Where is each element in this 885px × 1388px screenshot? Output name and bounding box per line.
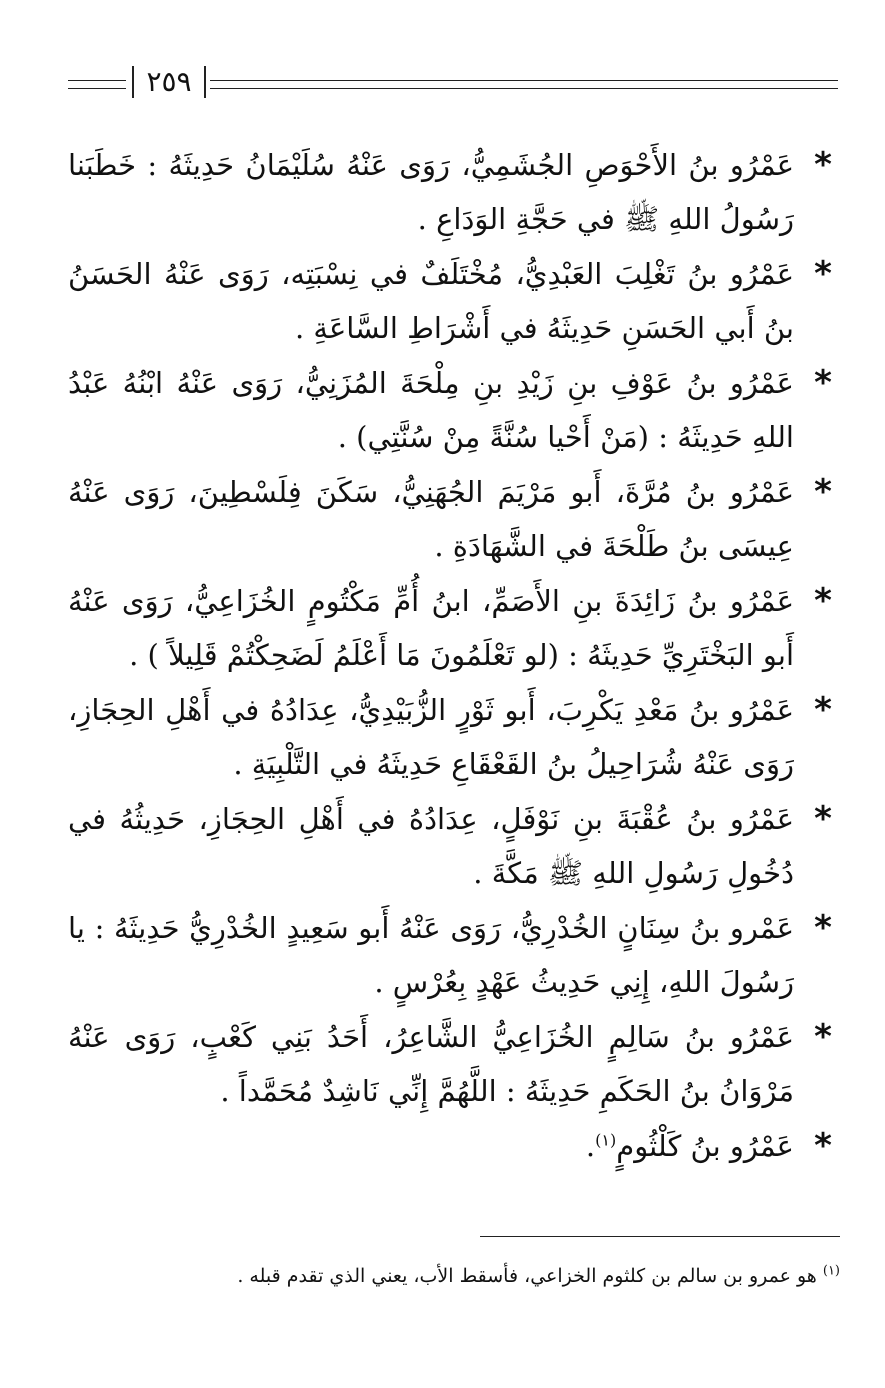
entry-text: عَمْرُو بنُ زَائِدَةَ بنِ الأَصَمِّ، ابنُ أُمِّ مَكْتُومٍ الخُزَاعِيُّ، رَوَى عَنْهُ أَبو البَخْتَرِيِّ حَدِيثَهُ : (لو تَعْلَمُونَ مَا أَعْلَمُ لَضَحِكْتُمْ قَلِيلاً ) . <box>68 584 794 672</box>
entry-text: عَمْرُو بنُ مَعْدِ يَكْرِبَ، أَبو ثَوْرٍ الزُّبَيْدِيُّ، عِدَادُهُ في أَهْلِ الحِجَازِ، رَوَى عَنْهُ شُرَاحِيلُ بنُ القَعْقَاعِ حَدِيثَهُ في التَّلْبِيَةِ . <box>68 693 794 781</box>
page-header <box>68 66 838 106</box>
footnote-text: هو عمرو بن سالم بن كلثوم الخزاعي، فأسقط الأب، يعني الذي تقدم قبله . <box>237 1265 817 1287</box>
entry-tail: . <box>585 1129 596 1163</box>
entry-text: عَمْرُو بنُ عُقْبَةَ بنِ نَوْفَلٍ، عِدَادُهُ في أَهْلِ الحِجَازِ، حَدِيثُهُ في دُخُولِ رَسُولِ اللهِ ﷺ مَكَّةَ . <box>68 802 794 890</box>
entry-6 <box>68 683 840 791</box>
entry-9 <box>68 1010 840 1118</box>
header-bar-right <box>204 66 206 98</box>
entry-5 <box>68 574 840 682</box>
entry-2 <box>68 247 840 355</box>
entry-text: عَمْرُو بنُ تَغْلِبَ العَبْدِيُّ، مُخْتَلَفٌ في نِسْبَتِه، رَوَى عَنْهُ الحَسَنُ بنُ أَبي الحَسَنِ حَدِيثَهُ في أَشْرَاطِ السَّاعَةِ . <box>68 257 794 345</box>
entry-1 <box>68 138 840 246</box>
header-rule-left <box>68 80 126 89</box>
entry-text: عَمْرُو بنُ مُرَّةَ، أَبو مَرْيَمَ الجُهَنِيُّ، سَكَنَ فِلَسْطِينَ، رَوَى عَنْهُ عِيسَى بنُ طَلْحَةَ في الشَّهَادَةِ . <box>68 475 794 563</box>
footnote <box>50 1262 840 1290</box>
asterisk-bullet: * <box>814 1126 832 1166</box>
entries-list <box>68 138 840 1174</box>
entry-text: عَمْرُو بنُ الأَحْوَصِ الجُشَمِيُّ، رَوَى عَنْهُ سُلَيْمَانُ حَدِيثَهُ : خَطَبَنا رَسُولُ اللهِ ﷺ في حَجَّةِ الوَدَاعِ . <box>68 148 794 236</box>
entry-text: عَمْرُو بنُ عَوْفِ بنِ زَيْدِ بنِ مِلْحَةَ المُزَنِيُّ، رَوَى عَنْهُ ابْنُهُ عَبْدُ اللهِ حَدِيثَهُ : (مَنْ أَحْيا سُنَّةً مِنْ سُنَّتِي) . <box>68 366 794 454</box>
asterisk-bullet: * <box>814 145 832 185</box>
footnote-divider <box>480 1236 840 1237</box>
footnote-reference[interactable]: (١) <box>595 1130 617 1150</box>
asterisk-bullet: * <box>814 581 832 621</box>
entry-text: عَمْرو بنُ سِنَانٍ الخُدْرِيُّ، رَوَى عَنْهُ أَبو سَعِيدٍ الخُدْرِيُّ حَدِيثَهُ : يا رَسُولَ اللهِ، إِنِي حَدِيثُ عَهْدٍ بِعُرْسٍ . <box>68 911 794 999</box>
asterisk-bullet: * <box>814 254 832 294</box>
entry-text: عَمْرُو بنُ كَلْثُومٍ <box>616 1129 794 1163</box>
asterisk-bullet: * <box>814 363 832 403</box>
entry-3 <box>68 356 840 464</box>
page-number: ٢٥٩ <box>146 65 192 98</box>
asterisk-bullet: * <box>814 690 832 730</box>
entry-7 <box>68 792 840 900</box>
entry-8 <box>68 901 840 1009</box>
asterisk-bullet: * <box>814 1017 832 1057</box>
entry-text: عَمْرُو بنُ سَالِمٍ الخُزَاعِيُّ الشَّاعِرُ، أَحَدُ بَنِي كَعْبٍ، رَوَى عَنْهُ مَرْوَانُ بنُ الحَكَمِ حَدِيثَهُ : اللَّهُمَّ إِنِّي نَاشِدٌ مُحَمَّداً . <box>68 1020 794 1108</box>
asterisk-bullet: * <box>814 908 832 948</box>
entry-4 <box>68 465 840 573</box>
header-rule-right <box>210 80 838 89</box>
entry-10 <box>68 1119 840 1173</box>
asterisk-bullet: * <box>814 799 832 839</box>
asterisk-bullet: * <box>814 472 832 512</box>
footnote-mark: (١) <box>822 1263 840 1279</box>
